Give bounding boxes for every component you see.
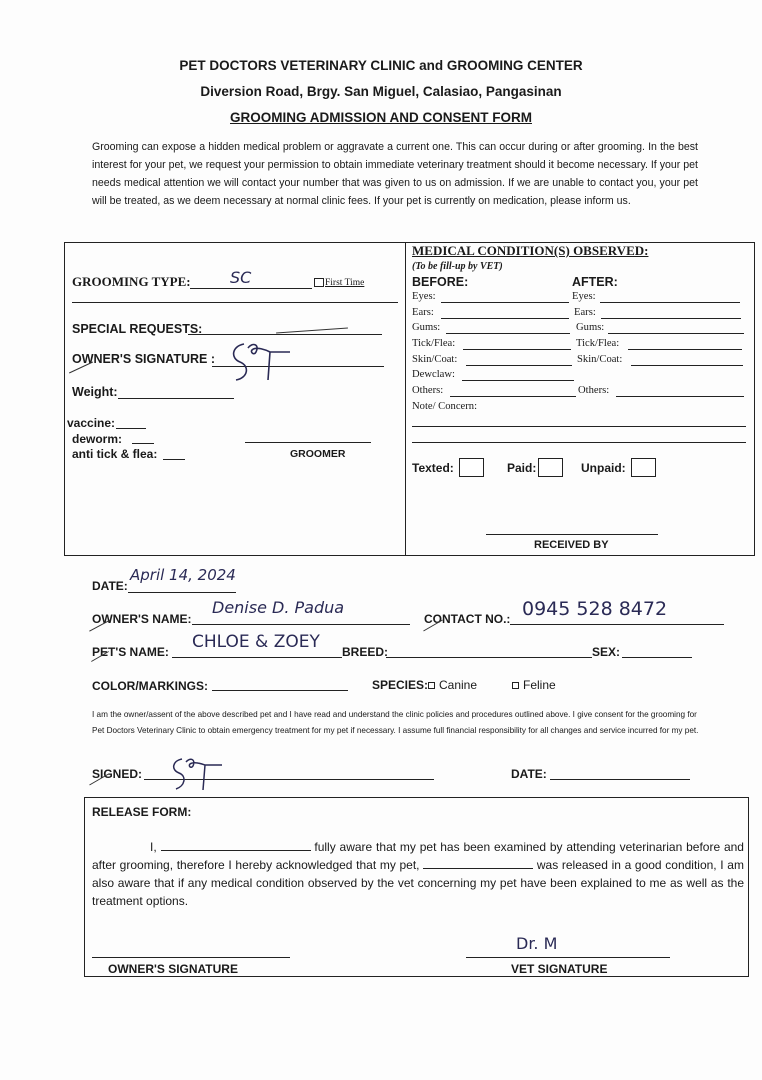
- date-field[interactable]: [128, 592, 236, 593]
- feline-label: Feline: [523, 678, 556, 692]
- medical-title: MEDICAL CONDITION(S) OBSERVED:: [412, 243, 649, 258]
- texted-checkbox[interactable]: [459, 458, 484, 477]
- unpaid-checkbox[interactable]: [631, 458, 656, 477]
- release-text: [92, 838, 744, 910]
- after-skin-field[interactable]: [631, 365, 743, 366]
- color-field[interactable]: [212, 690, 348, 691]
- note-label: Note/ Concern:: [412, 401, 478, 412]
- before-dewclaw-label: Dewclaw:: [412, 369, 455, 380]
- weight-label: Weight:: [72, 385, 118, 399]
- after-ears-field[interactable]: [601, 318, 741, 319]
- before-ears-field[interactable]: [441, 318, 569, 319]
- release-text-part2: fully aware that my pet has been examined by attending veterinarian before and after grooming, therefore I hereby acknowledged that my pet,: [92, 840, 744, 872]
- grooming-extra-line: [72, 302, 398, 303]
- before-others-label: Others:: [412, 385, 444, 396]
- release-title: RELEASE FORM:: [92, 805, 192, 819]
- owner-name-label: OWNER'S NAME:: [92, 612, 192, 626]
- before-tick-field[interactable]: [463, 349, 571, 350]
- breed-label: BREED:: [342, 645, 389, 659]
- before-gums-field[interactable]: [446, 333, 570, 334]
- sex-label: SEX:: [592, 645, 621, 659]
- after-tick-label: Tick/Flea:: [576, 338, 620, 349]
- signed-label: SIGNED:: [92, 767, 143, 781]
- consent-signature-scribble: [168, 756, 228, 792]
- before-gums-label: Gums:: [412, 322, 441, 333]
- column-divider: [405, 242, 406, 556]
- consent-text: I am the owner/assent of the above described pet and I have read and understand the clinic policies and procedures outlined above. I give consent for the grooming for Pet Doctors Veterinary Clinic to obtain emergency treatment for my pet if necessary. I assume full financial responsibility for all changes and service incurred for my pet.: [92, 710, 699, 735]
- release-owner-signature-line[interactable]: [92, 957, 290, 958]
- before-tick-label: Tick/Flea:: [412, 338, 456, 349]
- before-eyes-field[interactable]: [441, 302, 569, 303]
- texted-label: Texted:: [412, 461, 454, 475]
- note-line-2[interactable]: [412, 442, 746, 443]
- after-gums-field[interactable]: [608, 333, 744, 334]
- release-text-part3: was released in a good condition, I am also aware that if any medical condition observed by the vet concerning my pet have been explained to me as well as the treatment options.: [92, 858, 744, 908]
- owner-signature-scribble: [226, 340, 296, 384]
- owner-name-value: Denise D. Padua: [212, 598, 345, 617]
- tick-flea-label: anti tick & flea:: [72, 447, 158, 461]
- contact-field[interactable]: [510, 624, 724, 625]
- first-time-checkbox[interactable]: [314, 278, 324, 287]
- release-owner-blank[interactable]: [161, 839, 311, 851]
- color-label: COLOR/MARKINGS:: [92, 679, 208, 693]
- pet-name-label: PET'S NAME:: [92, 645, 169, 659]
- owner-signature-label: OWNER'S SIGNATURE :: [72, 352, 216, 366]
- vaccine-label: vaccine:: [67, 416, 116, 430]
- paid-checkbox[interactable]: [538, 458, 563, 477]
- after-others-field[interactable]: [616, 396, 744, 397]
- vaccine-field[interactable]: [116, 428, 146, 429]
- received-by-line[interactable]: [486, 534, 658, 535]
- breed-field[interactable]: [386, 657, 592, 658]
- vet-initials: Dr. M: [516, 934, 558, 953]
- special-requests-label: SPECIAL REQUESTS:: [72, 322, 203, 336]
- pet-name-field[interactable]: [172, 657, 342, 658]
- date-label: DATE:: [92, 579, 128, 593]
- groomer-signature-line[interactable]: [245, 442, 371, 443]
- before-skin-field[interactable]: [466, 365, 572, 366]
- contact-label: CONTACT NO.:: [424, 612, 511, 626]
- before-others-field[interactable]: [450, 396, 576, 397]
- canine-checkbox[interactable]: [428, 682, 435, 689]
- deworm-label: deworm:: [72, 432, 123, 446]
- after-eyes-field[interactable]: [600, 302, 740, 303]
- contact-value: 0945 528 8472: [522, 598, 668, 620]
- before-ears-label: Ears:: [412, 307, 434, 318]
- grooming-type-field[interactable]: [190, 288, 312, 289]
- consent-date-label: DATE:: [511, 767, 547, 781]
- intro-paragraph: Grooming can expose a hidden medical problem or aggravate a current one. This can occur during or after grooming. In the best interest for your pet, we request your permission to obtain immediate veterinary treatment should it become necessary. If your pet needs medical attention we will contact your number that was given to us on admission. If we are unable to contact you, your pet will be treated, as we deem necessary at normal clinic fees. If your pet is currently on medication, please inform us.: [92, 141, 698, 207]
- weight-field[interactable]: [118, 398, 234, 399]
- release-vet-signature-label: VET SIGNATURE: [511, 962, 608, 976]
- release-pet-blank[interactable]: [423, 857, 533, 869]
- after-tick-field[interactable]: [628, 349, 742, 350]
- deworm-field[interactable]: [132, 443, 154, 444]
- after-label: AFTER:: [572, 275, 618, 289]
- date-value: April 14, 2024: [130, 566, 236, 584]
- after-skin-label: Skin/Coat:: [577, 354, 623, 365]
- after-ears-label: Ears:: [574, 307, 596, 318]
- release-owner-signature-label: OWNER'S SIGNATURE: [108, 962, 238, 976]
- tick-flea-field[interactable]: [163, 459, 185, 460]
- before-skin-label: Skin/Coat:: [412, 354, 458, 365]
- after-eyes-label: Eyes:: [572, 291, 596, 302]
- first-time-label: First Time: [325, 278, 365, 288]
- medical-subtitle: (To be fill-up by VET): [412, 261, 503, 272]
- owner-name-field[interactable]: [192, 624, 410, 625]
- species-label: SPECIES:: [372, 678, 429, 692]
- after-others-label: Others:: [578, 385, 610, 396]
- paid-label: Paid:: [507, 461, 537, 475]
- received-by-label: RECEIVED BY: [534, 539, 609, 551]
- grooming-type-label: GROOMING TYPE:: [72, 274, 191, 289]
- sex-field[interactable]: [622, 657, 692, 658]
- form-title: GROOMING ADMISSION AND CONSENT FORM: [230, 110, 532, 125]
- pet-name-value: CHLOE & ZOEY: [192, 632, 320, 652]
- after-gums-label: Gums:: [576, 322, 605, 333]
- before-eyes-label: Eyes:: [412, 291, 436, 302]
- before-dewclaw-field[interactable]: [462, 380, 574, 381]
- clinic-address: Diversion Road, Brgy. San Miguel, Calasiao, Pangasinan: [200, 84, 562, 99]
- special-requests-field[interactable]: [188, 334, 382, 335]
- clinic-name: PET DOCTORS VETERINARY CLINIC and GROOMING CENTER: [179, 58, 583, 73]
- before-label: BEFORE:: [412, 275, 469, 289]
- grooming-type-value: SC: [230, 268, 252, 287]
- unpaid-label: Unpaid:: [581, 461, 626, 475]
- release-vet-signature-line[interactable]: [466, 957, 670, 958]
- note-line-1[interactable]: [412, 426, 746, 427]
- feline-checkbox[interactable]: [512, 682, 519, 689]
- groomer-label: GROOMER: [290, 448, 346, 460]
- canine-label: Canine: [439, 678, 478, 692]
- consent-date-field[interactable]: [550, 779, 690, 780]
- release-text-part1: I,: [150, 840, 157, 854]
